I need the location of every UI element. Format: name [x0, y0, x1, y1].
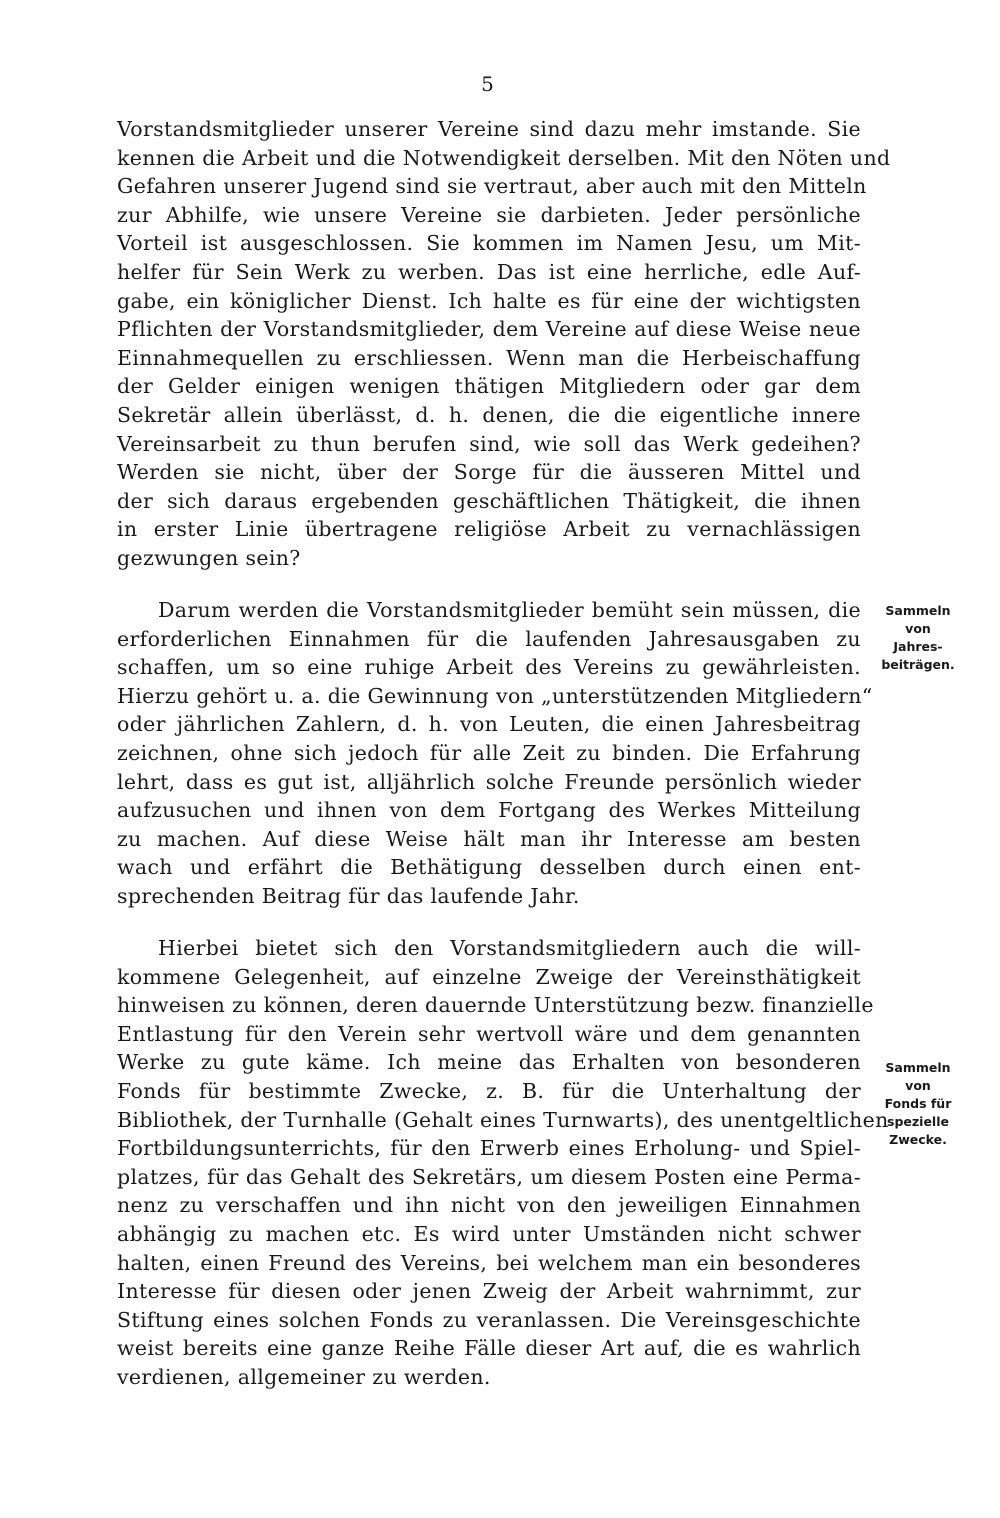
- text-line: sprechenden Beitrag für das laufende Jahr.: [117, 883, 580, 908]
- text-line: in erster Linie übertragene religiöse Arbeit zu vernachlässigen: [117, 517, 861, 542]
- margin-note-line: Jahres-: [893, 639, 943, 654]
- text-line: halten, einen Freund des Vereins, bei welchem man ein besonderes: [117, 1250, 861, 1275]
- margin-note-line: Fonds für: [884, 1096, 952, 1111]
- text-line: abhängig zu machen etc. Es wird unter Umständen nicht schwer: [117, 1221, 861, 1246]
- text-line: platzes, für das Gehalt des Sekretärs, um diesem Posten eine Perma-: [117, 1164, 861, 1189]
- margin-note-line: Sammeln: [885, 1060, 951, 1075]
- margin-note-line: spezielle: [887, 1114, 949, 1129]
- text-line: der sich daraus ergebenden geschäftlichen Thätigkeit, die ihnen: [117, 488, 861, 513]
- margin-note-annual-contributions: [872, 602, 964, 674]
- paragraph-3: [117, 934, 889, 1392]
- text-line: verdienen, allgemeiner zu werden.: [117, 1364, 491, 1389]
- margin-note-line: von: [905, 621, 931, 636]
- text-line: der Gelder einigen wenigen thätigen Mitgliedern oder gar dem: [117, 374, 861, 399]
- text-line-content: Darum werden die Vorstandsmitglieder bemüht sein müssen, die: [158, 598, 861, 622]
- text-line: Werke zu gute käme. Ich meine das Erhalten von besonderen: [117, 1050, 861, 1075]
- text-line: Entlastung für den Verein sehr wertvoll wäre und dem genannten: [117, 1021, 861, 1046]
- text-line: aufzusuchen und ihnen von dem Fortgang des Werkes Mitteilung: [117, 798, 861, 823]
- text-line: zur Abhilfe, wie unsere Vereine sie darbieten. Jeder persönliche: [117, 202, 861, 227]
- text-line: Fortbildungsunterrichts, für den Erwerb eines Erholung- und Spiel-: [117, 1136, 861, 1161]
- paragraph-2: [117, 596, 873, 911]
- text-line: Interesse für diesen oder jenen Zweig der Arbeit wahrnimmt, zur: [117, 1279, 861, 1304]
- text-line: helfer für Sein Werk zu werben. Das ist eine herrliche, edle Auf-: [117, 259, 861, 284]
- text-line: Vorteil ist ausgeschlossen. Sie kommen im Namen Jesu, um Mit-: [117, 231, 861, 256]
- margin-note-line: Zwecke.: [889, 1132, 947, 1147]
- text-line: Stiftung eines solchen Fonds zu veranlassen. Die Vereinsgeschichte: [117, 1307, 861, 1332]
- page-number: 5: [481, 72, 494, 96]
- text-line: Hierzu gehört u. a. die Gewinnung von „unterstützenden Mitgliedern“: [117, 683, 873, 708]
- text-line-content: Hierbei bietet sich den Vorstandsmitgliedern auch die will-: [158, 936, 861, 960]
- text-line: gabe, ein königlicher Dienst. Ich halte es für eine der wichtigsten: [117, 288, 861, 313]
- text-line: Bibliothek, der Turnhalle (Gehalt eines Turnwarts), des unentgeltlichen: [117, 1107, 889, 1132]
- text-line: schaffen, um so eine ruhige Arbeit des Vereins zu gewährleisten.: [117, 655, 861, 680]
- margin-note-line: von: [905, 1078, 931, 1093]
- text-line: [117, 934, 861, 963]
- text-line: oder jährlichen Zahlern, d. h. von Leuten, die einen Jahresbeitrag: [117, 712, 861, 737]
- paragraph-1: [117, 115, 891, 573]
- margin-note-line: beiträgen.: [881, 657, 955, 672]
- text-line: Werden sie nicht, über der Sorge für die äusseren Mittel und: [117, 460, 861, 485]
- text-line: Vorstandsmitglieder unserer Vereine sind dazu mehr imstande. Sie: [117, 117, 861, 141]
- text-line: Pflichten der Vorstandsmitglieder, dem Vereine auf diese Weise neue: [117, 317, 861, 342]
- text-line: kommene Gelegenheit, auf einzelne Zweige der Vereinsthätigkeit: [117, 964, 861, 989]
- text-line: Vereinsarbeit zu thun berufen sind, wie soll das Werk gedeihen?: [117, 431, 861, 456]
- text-line: kennen die Arbeit und die Notwendigkeit derselben. Mit den Nöten und: [117, 145, 891, 170]
- margin-note-line: Sammeln: [885, 603, 951, 618]
- text-line: nenz zu verschaffen und ihn nicht von den jeweiligen Einnahmen: [117, 1193, 861, 1218]
- text-line: Sekretär allein überlässt, d. h. denen, die die eigentliche innere: [117, 402, 861, 427]
- text-line: zeichnen, ohne sich jedoch für alle Zeit zu binden. Die Erfahrung: [117, 740, 861, 765]
- text-line: zu machen. Auf diese Weise hält man ihr Interesse am besten: [117, 826, 861, 851]
- text-line: erforderlichen Einnahmen für die laufenden Jahresausgaben zu: [117, 626, 861, 651]
- text-line: Einnahmequellen zu erschliessen. Wenn man die Herbeischaffung: [117, 345, 861, 370]
- text-line: wach und erfährt die Bethätigung desselben durch einen ent-: [117, 855, 861, 880]
- text-line: hinweisen zu können, deren dauernde Unterstützung bezw. finanzielle: [117, 993, 874, 1018]
- text-line: Fonds für bestimmte Zwecke, z. B. für die Unterhaltung der: [117, 1078, 861, 1103]
- text-line: weist bereits eine ganze Reihe Fälle dieser Art auf, die es wahrlich: [117, 1336, 861, 1361]
- text-line: lehrt, dass es gut ist, alljährlich solche Freunde persönlich wieder: [117, 769, 861, 794]
- margin-note-special-funds: [872, 1059, 964, 1149]
- text-line: [117, 596, 861, 625]
- text-line: gezwungen sein?: [117, 545, 301, 570]
- text-line: Gefahren unserer Jugend sind sie vertraut, aber auch mit den Mitteln: [117, 174, 867, 199]
